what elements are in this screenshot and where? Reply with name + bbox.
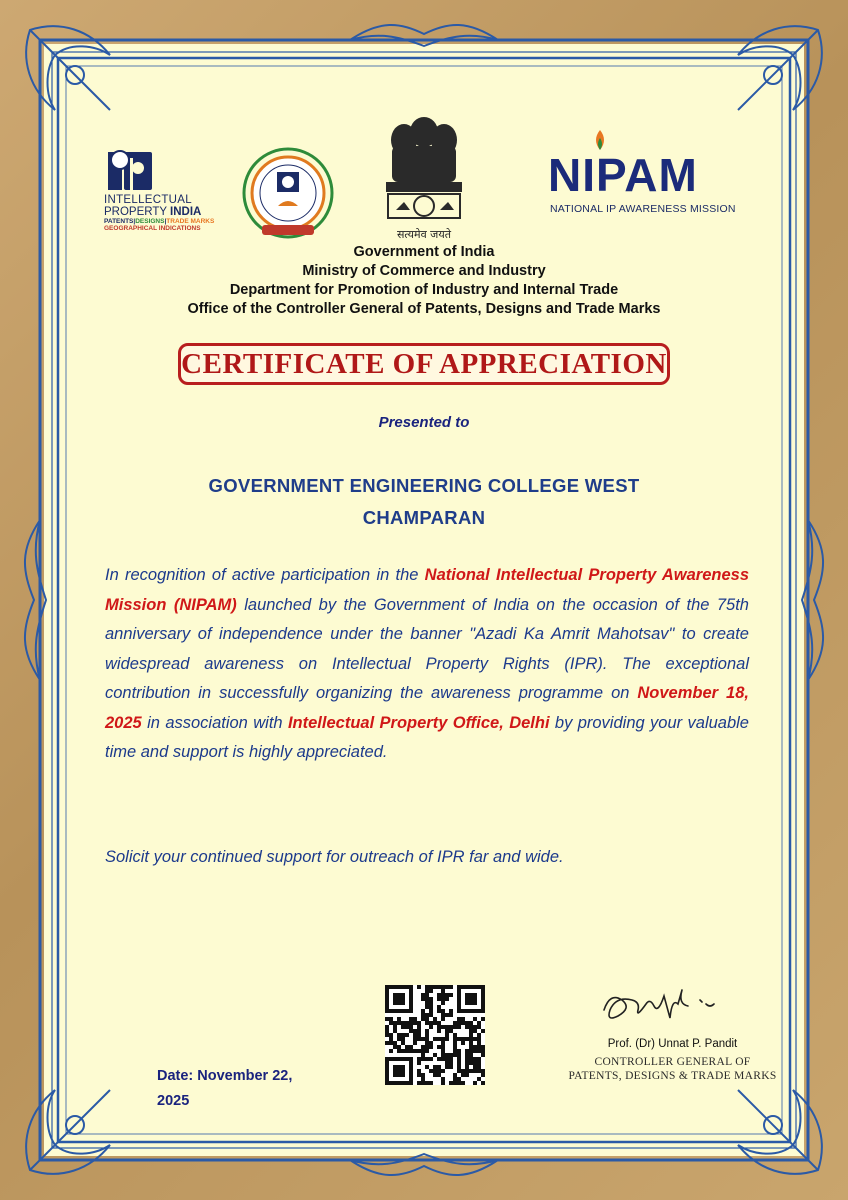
header-line-1: Government of India [353, 244, 495, 260]
highlight-nipam: National Intellectual Property Awareness Mission (NIPAM) [105, 566, 749, 614]
closing-line: Solicit your continued support for outreach of IPR far and wide. [105, 848, 564, 866]
certificate-title: CERTIFICATE OF APPRECIATION [181, 348, 667, 380]
highlight-ip-office: Intellectual Property Office, Delhi [287, 713, 550, 732]
nipam-logo-word: NIPAM [548, 149, 698, 201]
issuing-authority-header [100, 243, 748, 319]
header-line-2: Ministry of Commerce and Industry [302, 263, 546, 279]
recipient-line-1: GOVERNMENT ENGINEERING COLLEGE WEST [208, 475, 640, 496]
ip-training-seal-icon [244, 149, 332, 237]
ip-india-line3: PATENTS|DESIGNS|TRADE MARKS [104, 218, 215, 226]
ip-india-line4: GEOGRAPHICAL INDICATIONS [104, 224, 201, 232]
certificate-title-box [178, 343, 670, 385]
recipient-line-2: CHAMPARAN [362, 507, 486, 528]
ip-india-line1: INTELLECTUAL [104, 194, 192, 206]
citation-paragraph: In recognition of active participation in the National Intellectual Property Awareness Mission (NIPAM) launched by the Government of India on the occasion of the 75th anniversary of independence under the banner "Azadi Ka Amrit Mahotsav" to create widespread awareness on Intellectual Property Rights (IPR). The exceptional contribution in successfully organizing the awareness programme on November 18, 2025 in association with Intellectual Property Office, Delhi by providing your valuable time and support is highly appreciated. [105, 566, 749, 761]
issue-date: Date: November 22, 2025 [157, 1068, 293, 1109]
header-line-4: Office of the Controller General of Patents, Designs and Trade Marks [187, 301, 661, 317]
ip-india-logo-icon [108, 151, 152, 190]
signatory-title: CONTROLLER GENERAL OF PATENTS, DESIGNS & TRADE MARKS [568, 1056, 777, 1082]
presented-to-label: Presented to [378, 414, 470, 431]
recipient-name [150, 470, 698, 534]
signatory-name: Prof. (Dr) Unnat P. Pandit [607, 1038, 738, 1050]
qr-code-icon[interactable] [385, 985, 485, 1085]
ip-india-line2: PROPERTY INDIA [104, 206, 202, 219]
nipam-subtitle: NATIONAL IP AWARENESS MISSION [550, 203, 736, 215]
ip-india-logo [104, 194, 224, 233]
header-line-3: Department for Promotion of Industry and Internal Trade [229, 282, 619, 298]
signature-image [598, 982, 723, 1030]
highlight-event-date: November 18, 2025 [105, 684, 749, 732]
emblem-motto: सत्यमेव जयते [396, 228, 451, 241]
